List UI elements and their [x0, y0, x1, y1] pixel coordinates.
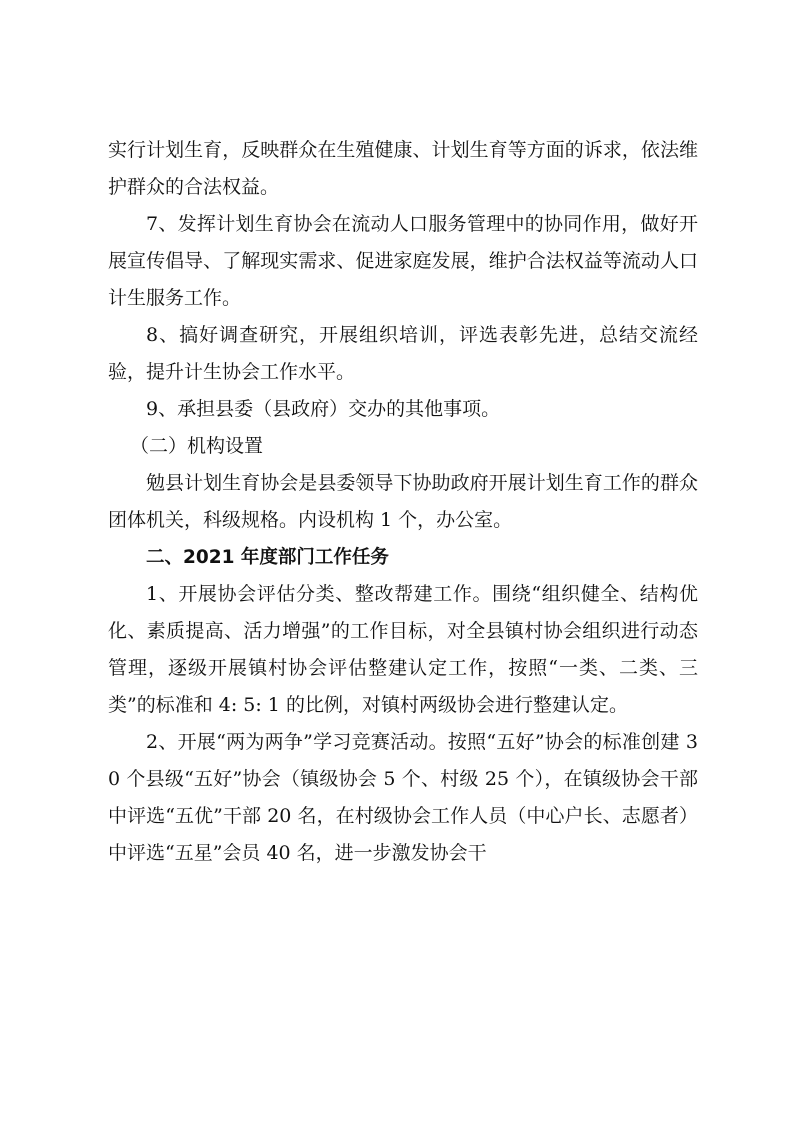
- paragraph-organization: 勉县计划生育协会是县委领导下协助政府开展计划生育工作的群众团体机关，科级规格。内设机构 1 个，办公室。: [108, 472, 698, 531]
- paragraph-item-9: 9、承担县委（县政府）交办的其他事项。: [146, 398, 501, 420]
- document-body: [108, 132, 698, 872]
- paragraph-task-2: 2、开展“两为两争”学习竞赛活动。按照“五好”协会的标准创建 30 个县级“五好”协会（镇级协会 5 个、村级 25 个），在镇级协会干部中评选“五优”干部 20 名，在村级协会工作人员（中心户长、志愿者）中评选“五星”会员 40 名，进一步激发协会干: [108, 731, 698, 864]
- paragraph-item-8: 8、搞好调查研究，开展组织培训，评选表彰先进，总结交流经验，提升计生协会工作水平。: [108, 324, 698, 383]
- section-heading-2021-tasks: 二、2021 年度部门工作任务: [146, 547, 389, 568]
- paragraph-item-7: 7、发挥计划生育协会在流动人口服务管理中的协同作用，做好开展宣传倡导、了解现实需求、促进家庭发展，维护合法权益等流动人口计生服务工作。: [108, 213, 698, 309]
- paragraph-continuation: 实行计划生育，反映群众在生殖健康、计划生育等方面的诉求，依法维护群众的合法权益。: [108, 139, 698, 198]
- paragraph-task-1: 1、开展协会评估分类、整改帮建工作。围绕“组织健全、结构优化、素质提高、活力增强”的工作目标，对全县镇村协会组织进行动态管理，逐级开展镇村协会评估整建认定工作，按照“一类、二类、三类”的标准和 4: 5: 1 的比例，对镇村两级协会进行整建认定。: [108, 583, 698, 716]
- subheading-organization: （二）机构设置: [130, 435, 264, 457]
